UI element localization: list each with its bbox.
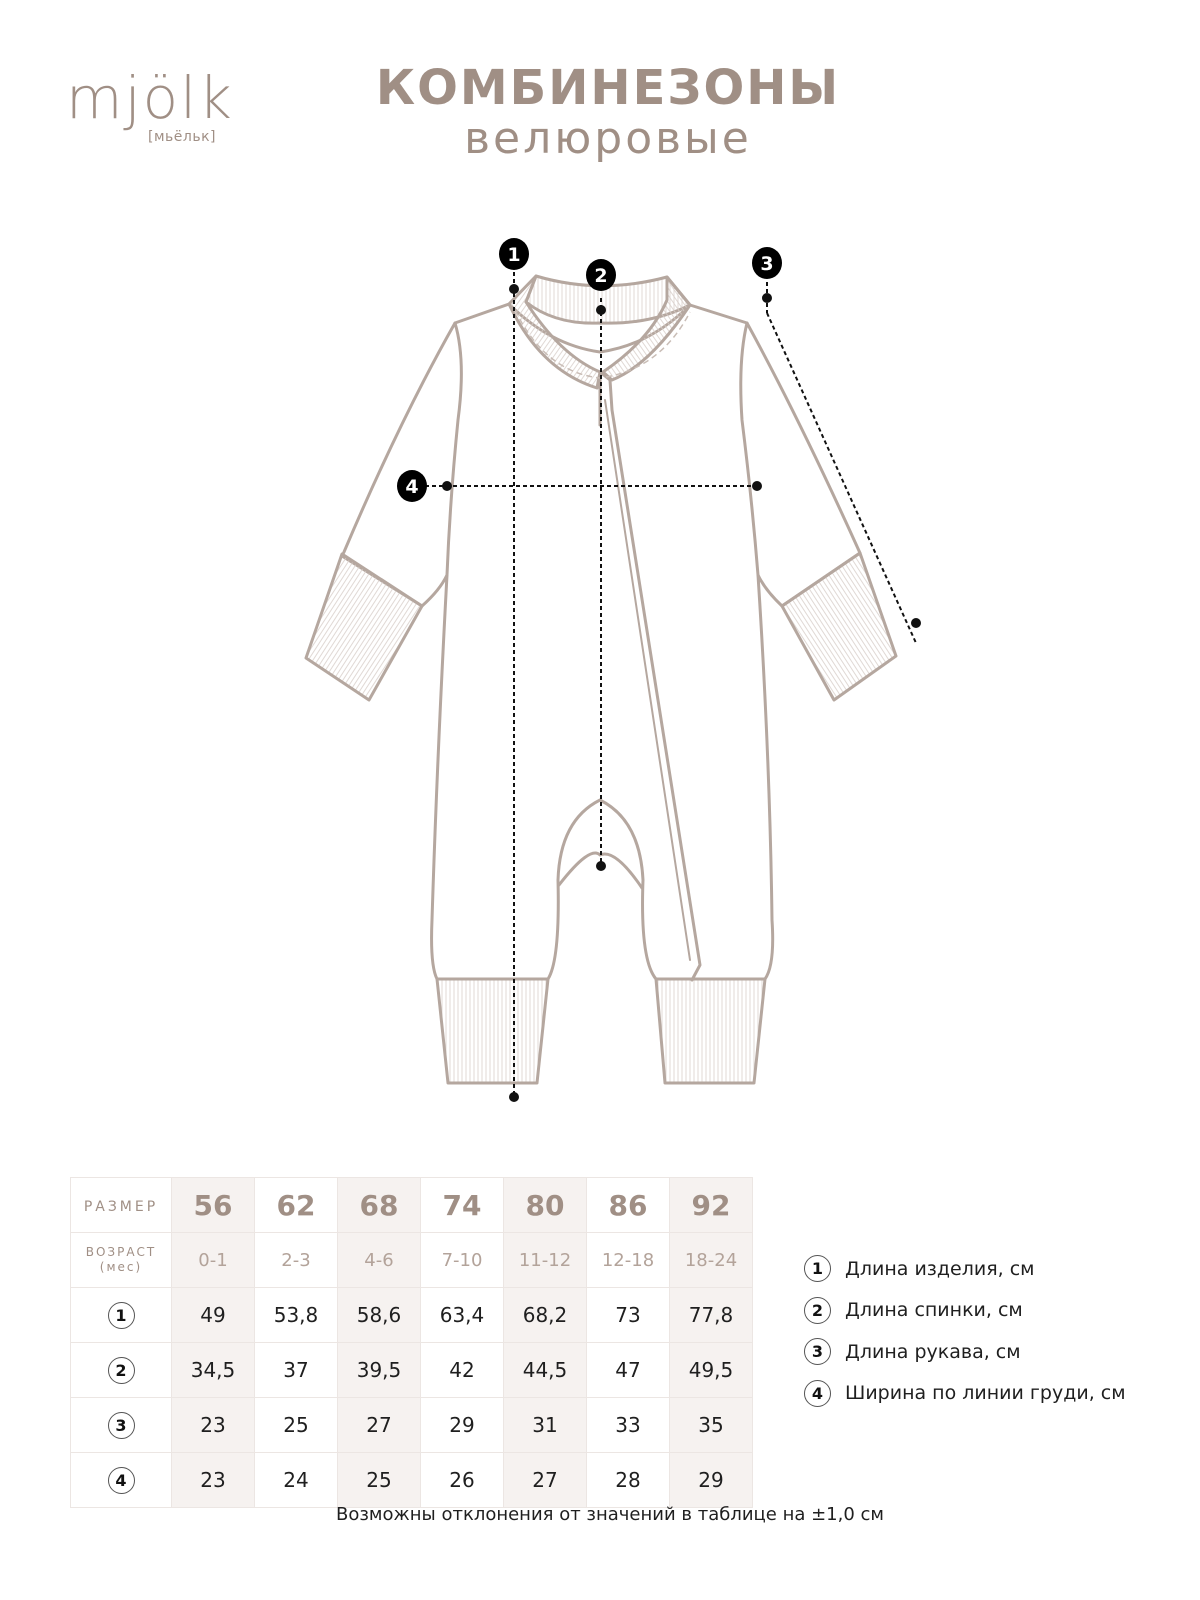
age-cell: 11-12: [504, 1233, 587, 1288]
table-cell: 58,6: [338, 1288, 421, 1343]
size-cell: 92: [670, 1178, 753, 1233]
legend-label: Длина изделия, см: [845, 1257, 1035, 1280]
legend-item: [804, 1331, 1126, 1373]
size-chart-table: [70, 1177, 753, 1508]
age-cell: 2-3: [255, 1233, 338, 1288]
marker-2-icon: 2: [108, 1357, 135, 1384]
svg-text:1: 1: [507, 244, 521, 266]
size-header: РАЗМЕР: [71, 1178, 172, 1233]
marker-4-icon: 4: [804, 1380, 831, 1407]
age-cell: 4-6: [338, 1233, 421, 1288]
page-subtitle: велюровые: [464, 113, 752, 164]
table-cell: 73: [587, 1288, 670, 1343]
table-cell: 33: [587, 1398, 670, 1453]
table-row-sizes: [71, 1178, 753, 1233]
legend-label: Ширина по линии груди, см: [845, 1382, 1126, 1405]
size-cell: 86: [587, 1178, 670, 1233]
size-cell: 80: [504, 1178, 587, 1233]
table-cell: 35: [670, 1398, 753, 1453]
table-cell: 24: [255, 1453, 338, 1508]
table-cell: 25: [255, 1398, 338, 1453]
marker-2-icon: [586, 259, 616, 291]
legend-item: [804, 1373, 1126, 1415]
age-cell: 18-24: [670, 1233, 753, 1288]
table-cell: 37: [255, 1343, 338, 1398]
logo-wordmark: mjölk: [66, 64, 234, 132]
svg-text:2: 2: [594, 265, 608, 287]
table-row: [71, 1453, 753, 1508]
table-cell: 47: [587, 1343, 670, 1398]
table-cell: 31: [504, 1398, 587, 1453]
table-cell: 23: [172, 1398, 255, 1453]
table-cell: 42: [421, 1343, 504, 1398]
table-cell: 53,8: [255, 1288, 338, 1343]
table-cell: 25: [338, 1453, 421, 1508]
marker-4-icon: [397, 470, 427, 502]
marker-4-icon: 4: [108, 1467, 135, 1494]
tolerance-note: Возможны отклонения от значений в таблице на ±1,0 см: [336, 1504, 884, 1525]
table-row-ages: [71, 1233, 753, 1288]
marker-3-icon: 3: [108, 1412, 135, 1439]
table-cell: 68,2: [504, 1288, 587, 1343]
legend-label: Длина рукава, см: [845, 1340, 1021, 1363]
age-cell: 12-18: [587, 1233, 670, 1288]
age-cell: 0-1: [172, 1233, 255, 1288]
table-cell: 49,5: [670, 1343, 753, 1398]
marker-2-icon: 2: [804, 1297, 831, 1324]
table-cell: 26: [421, 1453, 504, 1508]
table-cell: 44,5: [504, 1343, 587, 1398]
age-cell: 7-10: [421, 1233, 504, 1288]
marker-1-icon: 1: [108, 1302, 135, 1329]
legend-item: [804, 1290, 1126, 1332]
legend-label: Длина спинки, см: [845, 1299, 1023, 1322]
table-row: [71, 1288, 753, 1343]
table-cell: 27: [338, 1398, 421, 1453]
table-cell: 39,5: [338, 1343, 421, 1398]
size-cell: 74: [421, 1178, 504, 1233]
svg-text:4: 4: [405, 476, 419, 498]
size-cell: 56: [172, 1178, 255, 1233]
logo-transliteration: [мьёльк]: [148, 129, 217, 145]
marker-3-icon: [752, 247, 782, 279]
table-row: [71, 1398, 753, 1453]
size-cell: 62: [255, 1178, 338, 1233]
table-cell: 28: [587, 1453, 670, 1508]
legend-item: [804, 1248, 1126, 1290]
size-cell: 68: [338, 1178, 421, 1233]
marker-1-icon: [499, 238, 529, 270]
table-row: [71, 1343, 753, 1398]
age-header: ВОЗРАСТ (мес): [71, 1233, 172, 1288]
table-cell: 63,4: [421, 1288, 504, 1343]
table-cell: 29: [670, 1453, 753, 1508]
table-cell: 27: [504, 1453, 587, 1508]
marker-1-icon: 1: [804, 1255, 831, 1282]
table-cell: 34,5: [172, 1343, 255, 1398]
measurement-legend: [804, 1248, 1126, 1414]
table-cell: 77,8: [670, 1288, 753, 1343]
table-cell: 23: [172, 1453, 255, 1508]
svg-text:3: 3: [760, 253, 774, 275]
table-cell: 29: [421, 1398, 504, 1453]
table-cell: 49: [172, 1288, 255, 1343]
marker-3-icon: 3: [804, 1338, 831, 1365]
page-title: КОМБИНЕЗОНЫ: [375, 60, 841, 116]
